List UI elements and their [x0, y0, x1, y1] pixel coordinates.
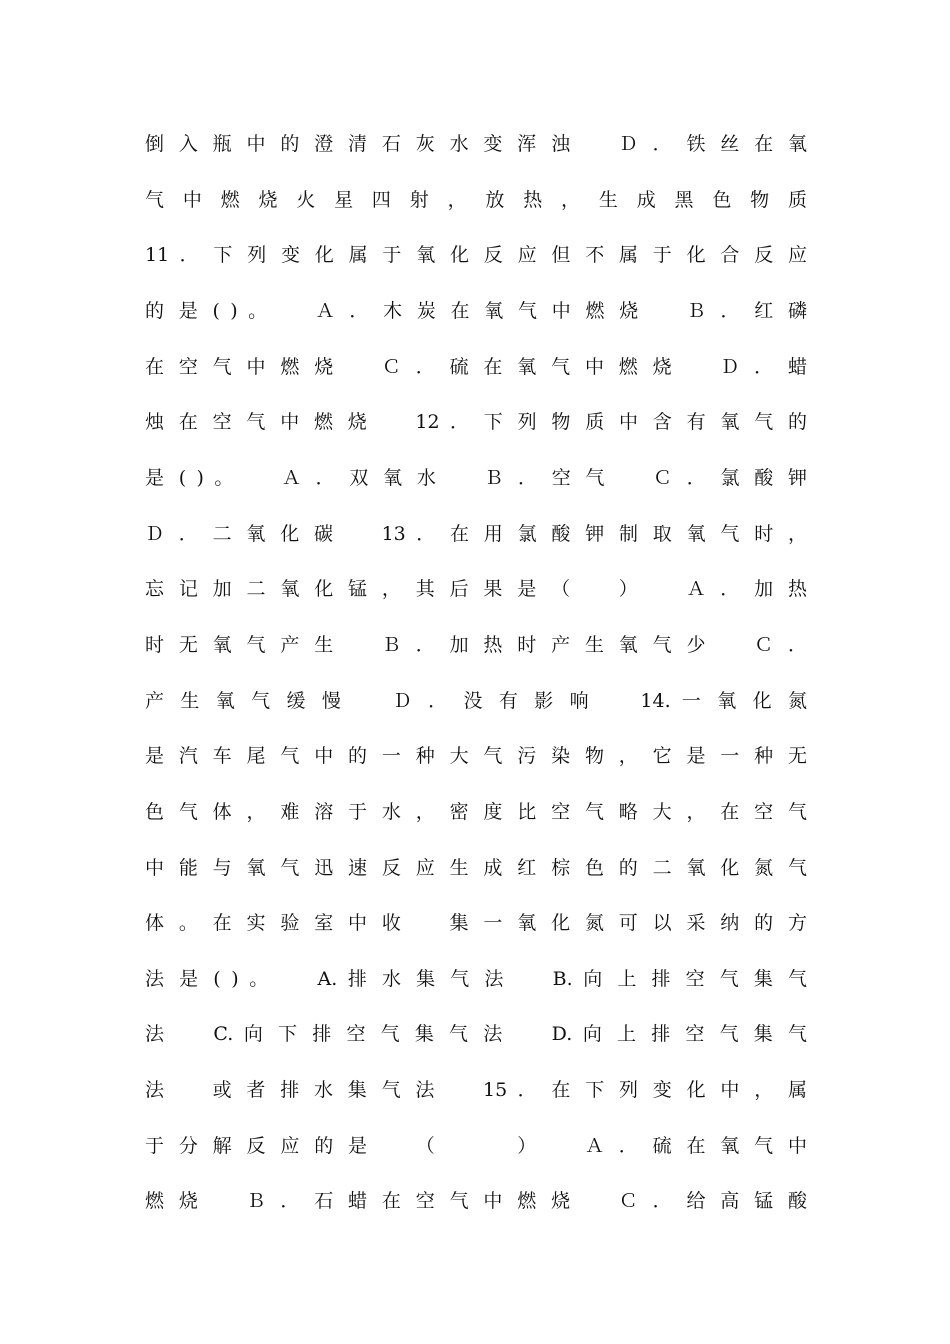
text-line: 中 能 与 氧 气 迅 速 反 应 生 成 红 棕 色 的 二 氧 化 氮 气	[145, 857, 807, 879]
text-line: 气 中 燃 烧 火 星 四 射 ， 放 热 ， 生 成 黑 色 物 质	[145, 189, 833, 211]
text-line: Ｄ ． 二 氧 化 碳 13 ． 在 用 氯 酸 钾 制 取 氧 气 时 ，	[145, 523, 807, 545]
text-line: 是 ( ) 。 Ａ ． 双 氧 水 Ｂ ． 空 气 Ｃ ． 氯 酸 钾	[145, 467, 807, 489]
text-line: 11 ． 下 列 变 化 属 于 氧 化 反 应 但 不 属 于 化 合 反 应	[145, 244, 807, 266]
text-line: 在 空 气 中 燃 烧 Ｃ ． 硫 在 氧 气 中 燃 烧 Ｄ ． 蜡	[145, 356, 807, 378]
text-line: 体 。 在 实 验 室 中 收 集 一 氧 化 氮 可 以 采 纳 的 方	[145, 912, 807, 934]
text-line: 产 生 氧 气 缓 慢 Ｄ ． 没 有 影 响 14. 一 氧 化 氮	[145, 690, 807, 712]
text-line: 时 无 氧 气 产 生 Ｂ ． 加 热 时 产 生 氧 气 少 Ｃ ．	[145, 634, 807, 656]
text-line: 法 是 ( ) 。 A. 排 水 集 气 法 B. 向 上 排 空 气 集 气	[145, 968, 807, 990]
text-line: 于 分 解 反 应 的 是 （ ） Ａ ． 硫 在 氧 气 中	[145, 1135, 807, 1157]
text-line: 烛 在 空 气 中 燃 烧 12 ． 下 列 物 质 中 含 有 氧 气 的	[145, 411, 807, 433]
text-line: 燃 烧 Ｂ ． 石 蜡 在 空 气 中 燃 烧 Ｃ ． 给 高 锰 酸	[145, 1190, 807, 1212]
text-line: 色 气 体 ， 难 溶 于 水 ， 密 度 比 空 气 略 大 ， 在 空 气	[145, 801, 807, 823]
text-line: 法 或 者 排 水 集 气 法 15 ． 在 下 列 变 化 中 ， 属	[145, 1079, 807, 1101]
text-line: 忘 记 加 二 氧 化 锰 ， 其 后 果 是 （ ） Ａ ． 加 热	[145, 578, 807, 600]
text-line: 的 是 ( ) 。 Ａ ． 木 炭 在 氧 气 中 燃 烧 Ｂ ． 红 磷	[145, 300, 807, 322]
text-line: 法 C. 向 下 排 空 气 集 气 法 D. 向 上 排 空 气 集 气	[145, 1023, 807, 1045]
text-line: 倒 入 瓶 中 的 澄 清 石 灰 水 变 浑 浊 Ｄ ． 铁 丝 在 氧	[145, 133, 807, 155]
text-line: 是 汽 车 尾 气 中 的 一 种 大 气 污 染 物 ， 它 是 一 种 无	[145, 745, 807, 767]
